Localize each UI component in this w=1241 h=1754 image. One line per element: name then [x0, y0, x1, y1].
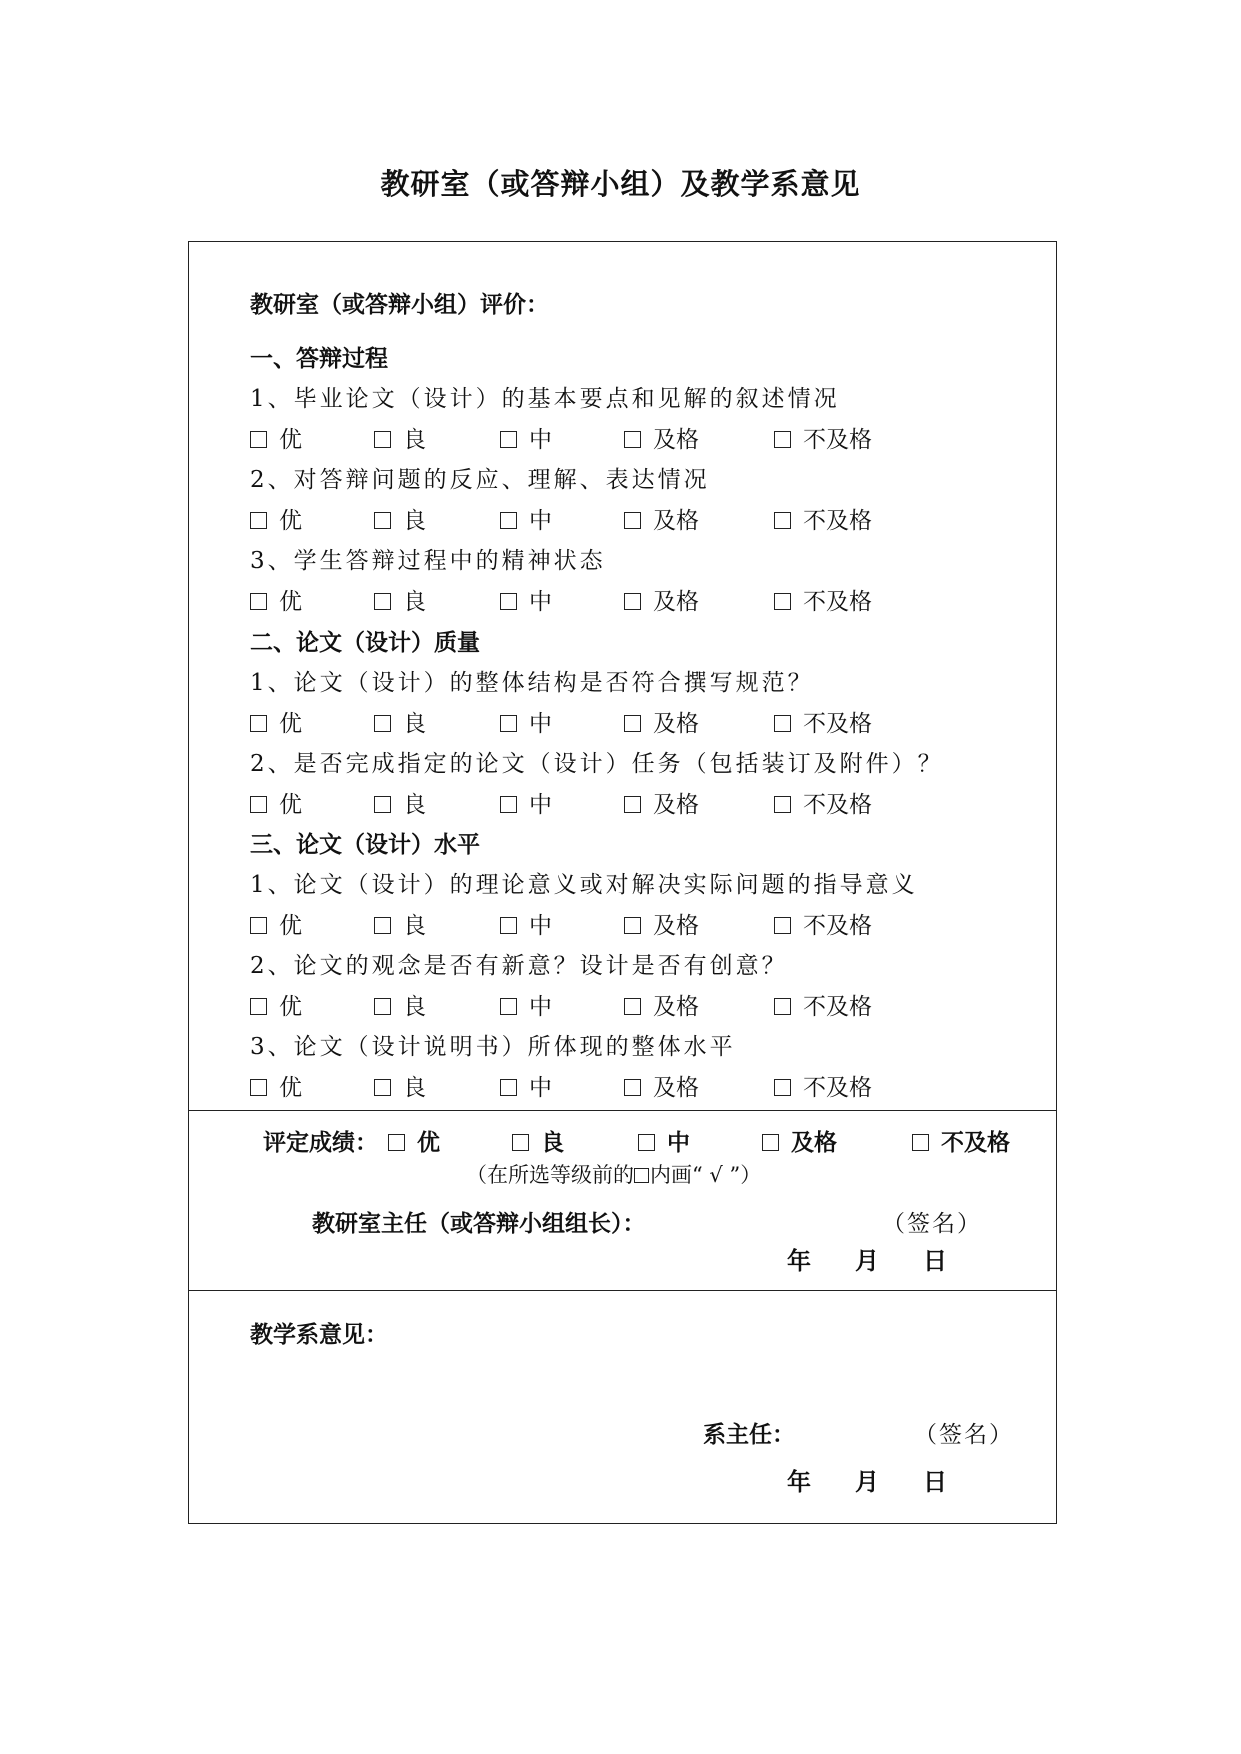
- grade-option[interactable]: [500, 1073, 552, 1103]
- checkbox[interactable]: [774, 512, 791, 529]
- checkbox[interactable]: [774, 715, 791, 732]
- section-heading: 二、论文（设计）质量: [250, 629, 480, 656]
- grade-options-row: [250, 992, 950, 1022]
- grade-option[interactable]: [500, 425, 552, 455]
- grade-option-label: 不及格: [803, 792, 872, 818]
- checkbox[interactable]: [774, 593, 791, 610]
- checkbox[interactable]: [912, 1134, 929, 1151]
- checkbox[interactable]: [638, 1134, 655, 1151]
- checkbox[interactable]: [374, 796, 391, 813]
- grade-option-label: 中: [529, 913, 552, 939]
- grade-option-label: 中: [667, 1129, 690, 1156]
- checkbox[interactable]: [500, 431, 517, 448]
- question: 1、论文（设计）的整体结构是否符合撰写规范？: [250, 670, 814, 696]
- grade-option-label: 及格: [791, 1129, 837, 1156]
- checkbox[interactable]: [374, 512, 391, 529]
- checkbox[interactable]: [250, 1079, 267, 1096]
- grade-options-row: [250, 790, 950, 820]
- grade-options-row: [250, 587, 950, 617]
- grade-option-label: 不及格: [803, 913, 872, 939]
- grade-option[interactable]: [774, 992, 872, 1022]
- panel-header: 教研室（或答辩小组）评价：: [250, 291, 549, 318]
- checkbox[interactable]: [762, 1134, 779, 1151]
- grade-option[interactable]: [250, 992, 302, 1022]
- grade-option-label: 优: [279, 589, 302, 615]
- director-label: 教研室主任（或答辩小组组长）：: [312, 1210, 646, 1237]
- grade-option[interactable]: [774, 790, 872, 820]
- grade-option-label: 不及格: [803, 711, 872, 737]
- checkbox[interactable]: [500, 998, 517, 1015]
- checkbox[interactable]: [250, 796, 267, 813]
- checkbox[interactable]: [374, 998, 391, 1015]
- grade-option-label: 良: [403, 1075, 426, 1101]
- checkbox[interactable]: [512, 1134, 529, 1151]
- checkbox[interactable]: [624, 715, 641, 732]
- director-sign: （签名）: [882, 1211, 982, 1237]
- checkbox[interactable]: [624, 1079, 641, 1096]
- grade-option[interactable]: [774, 911, 872, 941]
- grade-option[interactable]: [250, 709, 302, 739]
- grade-option-label: 及格: [653, 589, 699, 615]
- checkbox[interactable]: [374, 917, 391, 934]
- date-day: 日: [923, 1246, 949, 1275]
- checkbox[interactable]: [250, 715, 267, 732]
- grade-option-label: 不及格: [803, 994, 872, 1020]
- checkbox[interactable]: [500, 917, 517, 934]
- grade-option[interactable]: [624, 911, 699, 941]
- divider: [188, 1290, 1057, 1291]
- grade-option[interactable]: [388, 1128, 440, 1158]
- grade-option[interactable]: [500, 790, 552, 820]
- grade-option[interactable]: [374, 587, 426, 617]
- hint-suffix: 内画“ √ ”）: [650, 1163, 762, 1187]
- grade-option[interactable]: [624, 425, 699, 455]
- question: 2、论文的观念是否有新意？设计是否有创意？: [250, 953, 788, 979]
- final-grade-label: 评定成绩：: [263, 1129, 378, 1156]
- date-month: 月: [855, 1246, 881, 1275]
- department-sign: （签名）: [914, 1422, 1014, 1448]
- hint-prefix: （在所选等级前的: [466, 1163, 634, 1187]
- grade-option[interactable]: [774, 506, 872, 536]
- date-year: 年: [787, 1467, 813, 1496]
- date-day: 日: [923, 1467, 949, 1496]
- checkbox[interactable]: [374, 1079, 391, 1096]
- grade-option-label: 优: [417, 1129, 440, 1156]
- grade-options-row: [250, 709, 950, 739]
- grade-option-label: 良: [403, 589, 426, 615]
- director-date: [787, 1246, 949, 1276]
- grade-option-label: 优: [279, 1075, 302, 1101]
- grade-option-label: 良: [403, 711, 426, 737]
- checkbox[interactable]: [624, 796, 641, 813]
- grade-option-label: 及格: [653, 711, 699, 737]
- grade-option-label: 中: [529, 711, 552, 737]
- grade-option[interactable]: [250, 587, 302, 617]
- grade-option[interactable]: [774, 709, 872, 739]
- question: 3、学生答辩过程中的精神状态: [250, 548, 606, 574]
- grade-option[interactable]: [250, 425, 302, 455]
- checkbox[interactable]: [774, 796, 791, 813]
- question: 1、毕业论文（设计）的基本要点和见解的叙述情况: [250, 386, 840, 412]
- grade-option-label: 不及格: [941, 1129, 1010, 1156]
- grade-options-row: [250, 425, 950, 455]
- grade-option-label: 中: [529, 589, 552, 615]
- checkbox[interactable]: [624, 431, 641, 448]
- grade-option-label: 中: [529, 994, 552, 1020]
- department-head-label: 系主任：: [703, 1421, 795, 1448]
- grade-option-label: 及格: [653, 913, 699, 939]
- grade-option[interactable]: [500, 709, 552, 739]
- checkbox[interactable]: [774, 1079, 791, 1096]
- grade-option[interactable]: [912, 1128, 1010, 1158]
- grade-option[interactable]: [374, 425, 426, 455]
- department-date: [787, 1467, 949, 1497]
- question: 1、论文（设计）的理论意义或对解决实际问题的指导意义: [250, 872, 918, 898]
- checkbox[interactable]: [250, 512, 267, 529]
- grade-option-label: 中: [529, 792, 552, 818]
- grade-option-label: 优: [279, 792, 302, 818]
- checkbox[interactable]: [500, 593, 517, 610]
- grade-option[interactable]: [374, 1073, 426, 1103]
- checkbox[interactable]: [774, 431, 791, 448]
- grade-option[interactable]: [374, 506, 426, 536]
- grade-option-label: 及格: [653, 508, 699, 534]
- grade-option-label: 良: [403, 994, 426, 1020]
- grade-option[interactable]: [774, 1073, 872, 1103]
- checkbox[interactable]: [500, 512, 517, 529]
- checkbox[interactable]: [250, 917, 267, 934]
- grade-option[interactable]: [624, 1073, 699, 1103]
- checkbox[interactable]: [250, 593, 267, 610]
- grade-option[interactable]: [624, 506, 699, 536]
- checkbox[interactable]: [774, 998, 791, 1015]
- checkbox[interactable]: [250, 431, 267, 448]
- grade-option[interactable]: [250, 506, 302, 536]
- checkbox[interactable]: [374, 593, 391, 610]
- grade-option[interactable]: [250, 911, 302, 941]
- grade-option-label: 良: [541, 1129, 564, 1156]
- final-grade-options: [388, 1128, 1168, 1158]
- checkbox[interactable]: [500, 796, 517, 813]
- grade-option-label: 良: [403, 427, 426, 453]
- checkbox[interactable]: [374, 715, 391, 732]
- department-label: 教学系意见：: [250, 1321, 388, 1348]
- grade-option-label: 及格: [653, 994, 699, 1020]
- grade-option[interactable]: [500, 587, 552, 617]
- grade-option-label: 不及格: [803, 427, 872, 453]
- checkbox[interactable]: [374, 431, 391, 448]
- grade-option[interactable]: [374, 790, 426, 820]
- grade-option-label: 及格: [653, 1075, 699, 1101]
- grade-option-label: 中: [529, 508, 552, 534]
- grade-option[interactable]: [774, 425, 872, 455]
- grade-option-label: 优: [279, 913, 302, 939]
- section-heading: 三、论文（设计）水平: [250, 831, 480, 858]
- grade-option-label: 优: [279, 508, 302, 534]
- checkbox[interactable]: [624, 998, 641, 1015]
- grade-option[interactable]: [374, 709, 426, 739]
- grade-option-label: 良: [403, 913, 426, 939]
- question: 2、是否完成指定的论文（设计）任务（包括装订及附件）？: [250, 751, 944, 777]
- grade-options-row: [250, 1073, 950, 1103]
- grade-option-label: 优: [279, 711, 302, 737]
- grade-option[interactable]: [500, 992, 552, 1022]
- grade-option[interactable]: [762, 1128, 837, 1158]
- checkbox[interactable]: [388, 1134, 405, 1151]
- checkbox[interactable]: [250, 998, 267, 1015]
- grade-option-label: 优: [279, 994, 302, 1020]
- grade-options-row: [250, 506, 950, 536]
- grade-option-label: 不及格: [803, 508, 872, 534]
- checkbox[interactable]: [624, 593, 641, 610]
- grade-options-row: [250, 911, 950, 941]
- final-grade-hint: [466, 1160, 761, 1190]
- checkbox[interactable]: [500, 715, 517, 732]
- grade-option-label: 不及格: [803, 1075, 872, 1101]
- grade-option-label: 不及格: [803, 589, 872, 615]
- grade-option-label: 中: [529, 1075, 552, 1101]
- grade-option[interactable]: [774, 587, 872, 617]
- checkbox[interactable]: [624, 512, 641, 529]
- grade-option[interactable]: [500, 506, 552, 536]
- checkbox[interactable]: [500, 1079, 517, 1096]
- grade-option[interactable]: [624, 790, 699, 820]
- grade-option-label: 良: [403, 792, 426, 818]
- grade-option[interactable]: [624, 709, 699, 739]
- checkbox[interactable]: [624, 917, 641, 934]
- question: 3、论文（设计说明书）所体现的整体水平: [250, 1034, 736, 1060]
- grade-option-label: 中: [529, 427, 552, 453]
- checkbox[interactable]: [774, 917, 791, 934]
- divider: [188, 1110, 1057, 1111]
- grade-option[interactable]: [250, 1073, 302, 1103]
- grade-option[interactable]: [500, 911, 552, 941]
- grade-option[interactable]: [512, 1128, 564, 1158]
- grade-option[interactable]: [250, 790, 302, 820]
- date-month: 月: [855, 1467, 881, 1496]
- section-heading: 一、答辩过程: [250, 345, 388, 372]
- grade-option-label: 良: [403, 508, 426, 534]
- page-title: 教研室（或答辩小组）及教学系意见: [380, 167, 861, 201]
- grade-option[interactable]: [374, 911, 426, 941]
- grade-option[interactable]: [624, 587, 699, 617]
- grade-option-label: 及格: [653, 792, 699, 818]
- grade-option-label: 优: [279, 427, 302, 453]
- grade-option[interactable]: [374, 992, 426, 1022]
- checkbox-symbol: [634, 1168, 649, 1183]
- grade-option-label: 及格: [653, 427, 699, 453]
- question: 2、对答辩问题的反应、理解、表达情况: [250, 467, 710, 493]
- grade-option[interactable]: [624, 992, 699, 1022]
- date-year: 年: [787, 1246, 813, 1275]
- grade-option[interactable]: [638, 1128, 690, 1158]
